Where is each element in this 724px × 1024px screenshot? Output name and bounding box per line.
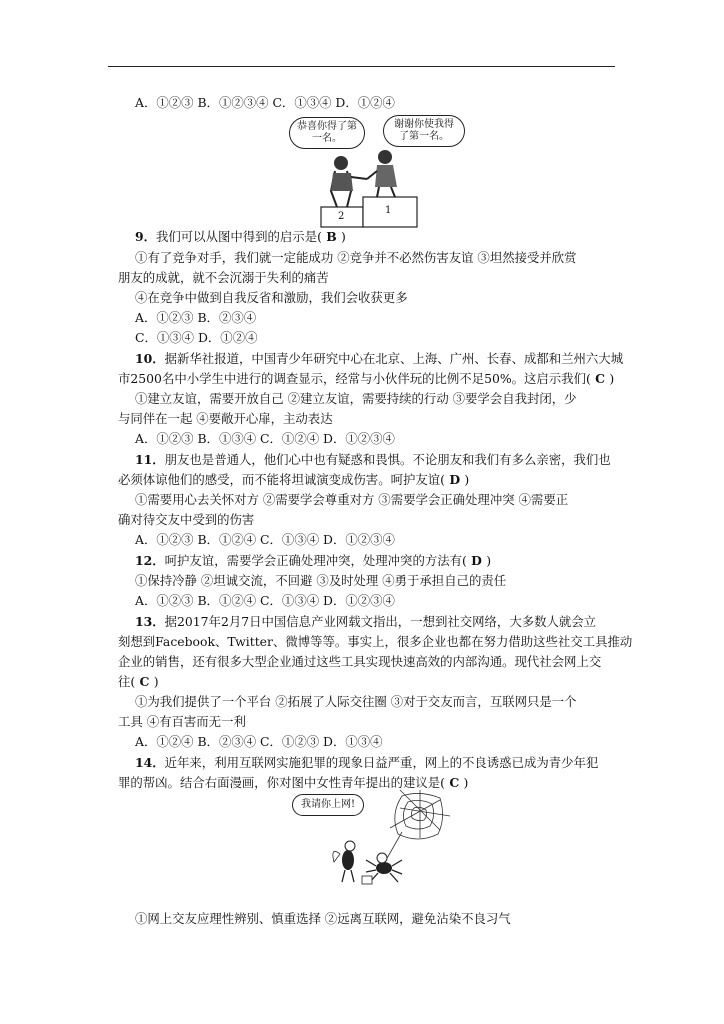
q10-line: 市2500名中小学生中进行的调查显示，经常与小伙伴玩的比例不足50%。这启示我们( C ) <box>118 371 615 386</box>
q9-line: ①有了竞争对手，我们就一定能成功 ②竞争并不必然伤害友谊 ③坦然接受并欣赏 <box>135 250 577 265</box>
q13-options: A．①②④ B．②③④ C．①②③ D．①③④ <box>135 734 383 749</box>
q10-stem: 10．据新华社报道，中国青少年研究中心在北京、上海、广州、长春、成都和兰州六大城 <box>135 351 624 366</box>
q11-line: 必须体谅他们的感受，而不能将坦诚演变成伤害。呵护友谊( D ) <box>118 472 470 487</box>
header-rule <box>108 66 615 67</box>
q14-answer: C <box>445 775 464 790</box>
q9-options: A．①②③ B．②③④ <box>135 310 257 325</box>
q14-line: 罪的帮凶。结合右面漫画，你对图中女性青年提出的建议是( C ) <box>118 775 469 790</box>
q10-options: A．①②③ B．①③④ C．①②④ D．①②③④ <box>135 431 395 446</box>
q12-answer: D <box>466 553 487 568</box>
q14-line: ①网上交友应理性辨别、慎重选择 ②远离互联网，避免沾染不良习气 <box>135 911 511 926</box>
q13-line: 工具 ④有百害而无一利 <box>118 714 246 729</box>
q12-options: A．①②③ B．①②④ C．①③④ D．①②③④ <box>135 593 395 608</box>
q13-line: ①为我们提供了一个平台 ②拓展了人际交往圈 ③对于交友而言，互联网只是一个 <box>135 694 577 709</box>
q9-answer: B <box>321 229 342 244</box>
q11-line: 确对待交友中受到的伤害 <box>118 512 255 527</box>
q13-answer: C <box>135 674 154 689</box>
q11-line: ①需要用心去关怀对方 ②需要学会尊重对方 ③需要学会正确处理冲突 ④需要正 <box>135 492 569 507</box>
q12-line: ①保持冷静 ②坦诚交流，不回避 ③及时处理 ④勇于承担自己的责任 <box>135 573 507 588</box>
speech-bubble-right: 谢谢你使我得了第一名。 <box>383 115 465 147</box>
q13-stem: 13．据2017年2月7日中国信息产业网载文指出，一想到社交网络，大多数人就会立 <box>135 614 597 629</box>
q9-line: ④在竞争中做到自我反省和激励，我们会收获更多 <box>135 290 408 305</box>
speech-bubble-spider: 我请你上网! <box>292 794 364 816</box>
q11-options: A．①②③ B．①②④ C．①③④ D．①②③④ <box>135 532 395 547</box>
podium-cartoon <box>285 113 465 228</box>
q9-line: 朋友的成就，就不会沉溺于失利的痛苦 <box>118 270 329 285</box>
q13-line: 往( C ) <box>118 674 159 689</box>
q9-stem: 9．我们可以从图中得到的启示是( B ) <box>135 229 346 244</box>
podium-first-label: 1 <box>385 205 392 216</box>
q13-line: 刻想到Facebook、Twitter、微博等等。事实上，很多企业也都在努力借助这些社交工具推动 <box>118 634 633 649</box>
q11-stem: 11．朋友也是普通人，他们心中也有疑惑和畏惧。不论朋友和我们有多么亲密，我们也 <box>135 452 611 467</box>
q10-line: 与同伴在一起 ④要敞开心扉，主动表达 <box>118 411 333 426</box>
podium-second-label: 2 <box>338 211 345 222</box>
spider-cartoon <box>290 788 450 888</box>
q10-line: ①建立友谊，需要开放自己 ②建立友谊，需要持续的行动 ③要学会自我封闭，少 <box>135 391 577 406</box>
q12-stem: 12．呵护友谊，需要学会正确处理冲突，处理冲突的方法有( D ) <box>135 553 492 568</box>
speech-bubble-left: 恭喜你得了第一名。 <box>289 117 365 149</box>
q9-options: C．①③④ D．①②④ <box>135 330 258 345</box>
q8-options: A．①②③ B．①②③④ C．①③④ D．①②④ <box>135 95 395 110</box>
q11-answer: D <box>445 472 465 487</box>
q10-answer: C <box>590 371 610 386</box>
q14-stem: 14．近年来，利用互联网实施犯罪的现象日益严重，网上的不良诱惑已成为青少年犯 <box>135 755 599 770</box>
q13-line: 企业的销售，还有很多大型企业通过这些工具实现快速高效的内部沟通。现代社会网上交 <box>118 654 602 669</box>
